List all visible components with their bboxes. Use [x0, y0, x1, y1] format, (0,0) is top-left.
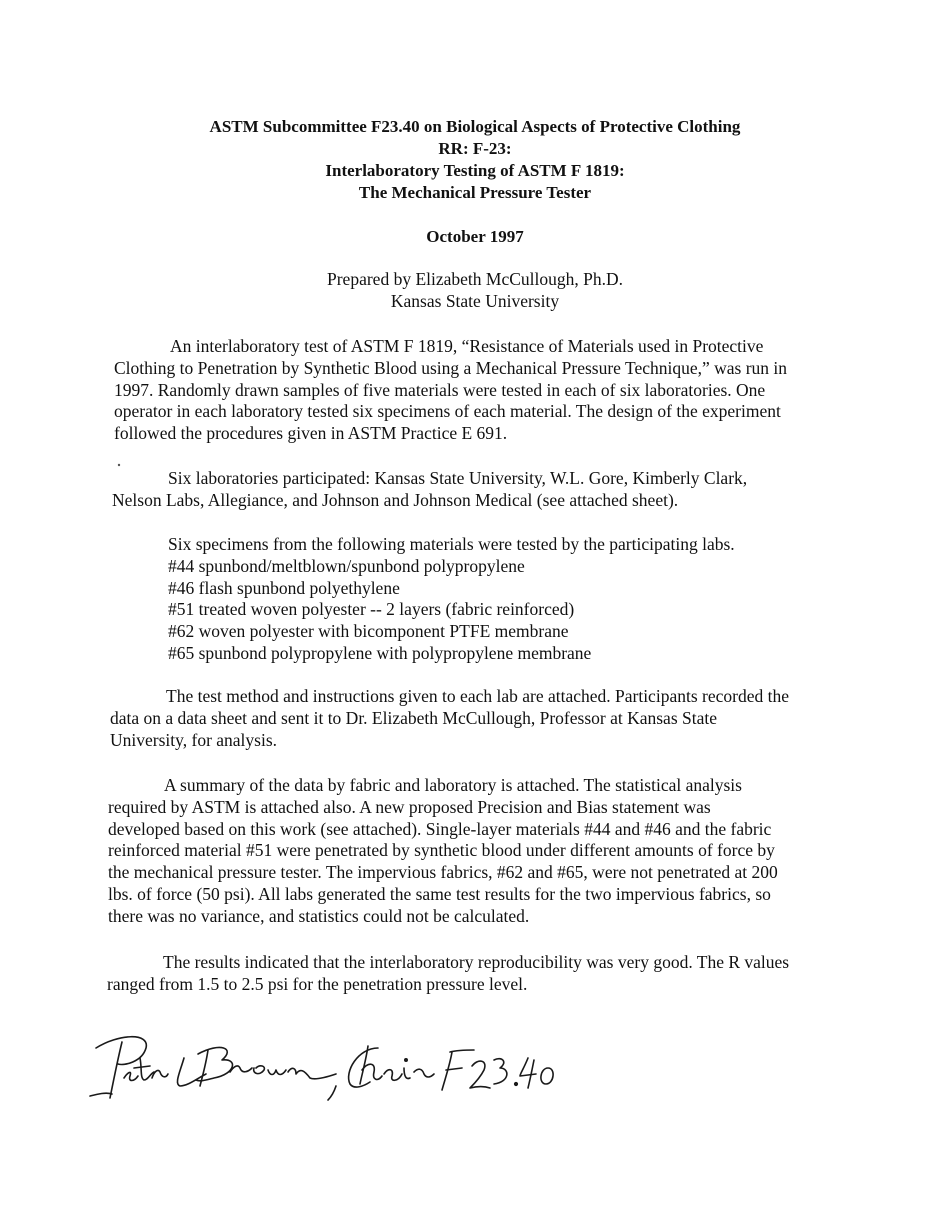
header-testing: Interlaboratory Testing of ASTM F 1819: [325, 161, 625, 180]
paragraph-line: The results indicated that the interlaboratory reproducibility was very good. The R values [163, 952, 790, 972]
paragraph-line: lbs. of force (50 psi). All labs generated the same test results for the two impervious fabrics, so [108, 883, 771, 904]
paragraph-line: A summary of the data by fabric and laboratory is attached. The statistical analysis [164, 775, 742, 795]
paragraph-line: developed based on this work (see attached). Single-layer materials #44 and #46 and the fabric [108, 818, 772, 839]
prepared-by: Prepared by Elizabeth McCullough, Ph.D. [327, 269, 623, 289]
paragraph-results [107, 952, 789, 996]
paragraph-line: ranged from 1.5 to 2.5 psi for the penetration pressure level. [107, 973, 528, 994]
material-item: #65 spunbond polypropylene with polypropylene membrane [168, 642, 592, 663]
paragraph-method [110, 686, 789, 751]
paragraph-line: Clothing to Penetration by Synthetic Blood using a Mechanical Pressure Technique,” was run in [114, 357, 788, 378]
materials-intro: Six specimens from the following materials were tested by the participating labs. [168, 534, 735, 554]
header-title: The Mechanical Pressure Tester [358, 183, 592, 202]
paragraph-line: data on a data sheet and sent it to Dr. Elizabeth McCullough, Professor at Kansas State [110, 707, 718, 728]
paragraph-line: The test method and instructions given to each lab are attached. Participants recorded the [166, 686, 789, 706]
prepared-block [0, 268, 950, 312]
paragraph-summary [108, 775, 778, 928]
header-committee: ASTM Subcommittee F23.40 on Biological Aspects of Protective Clothing [209, 117, 741, 136]
paragraph-line: reinforced material #51 were penetrated by synthetic blood under different amounts of force by [108, 840, 775, 861]
paragraph-intro [114, 336, 787, 445]
paragraph-line: there was no variance, and statistics could not be calculated. [108, 905, 530, 926]
paragraph-line: the mechanical pressure tester. The impervious fabrics, #62 and #65, were not penetrated at 200 [108, 862, 778, 883]
prepared-affiliation: Kansas State University [390, 291, 560, 311]
paragraph-line: required by ASTM is attached also. A new proposed Precision and Bias statement was [108, 796, 711, 817]
material-item: #46 flash spunbond polyethylene [168, 577, 400, 598]
paragraph-line: Six laboratories participated: Kansas State University, W.L. Gore, Kimberly Clark, [168, 468, 748, 488]
paragraph-line: 1997. Randomly drawn samples of five materials were tested in each of six laboratories. One [114, 379, 766, 400]
document-date: October 1997 [426, 227, 524, 246]
materials-list [168, 534, 735, 665]
paragraph-laboratories [112, 468, 747, 512]
paragraph-line: University, for analysis. [110, 729, 278, 750]
material-item: #62 woven polyester with bicomponent PTFE membrane [168, 621, 569, 642]
paragraph-line: followed the procedures given in ASTM Practice E 691. [114, 423, 508, 444]
material-item: #44 spunbond/meltblown/spunbond polypropylene [168, 555, 525, 576]
paragraph-line: An interlaboratory test of ASTM F 1819, “Resistance of Materials used in Protective [170, 336, 764, 356]
document-header [0, 116, 950, 204]
paragraph-line: operator in each laboratory tested six specimens of each material. The design of the experiment [114, 401, 781, 422]
handwritten-signature [88, 1028, 558, 1118]
header-rr: RR: F-23: [438, 139, 512, 158]
paragraph-line: Nelson Labs, Allegiance, and Johnson and Johnson Medical (see attached sheet). [112, 489, 679, 510]
material-item: #51 treated woven polyester -- 2 layers (fabric reinforced) [168, 599, 575, 620]
